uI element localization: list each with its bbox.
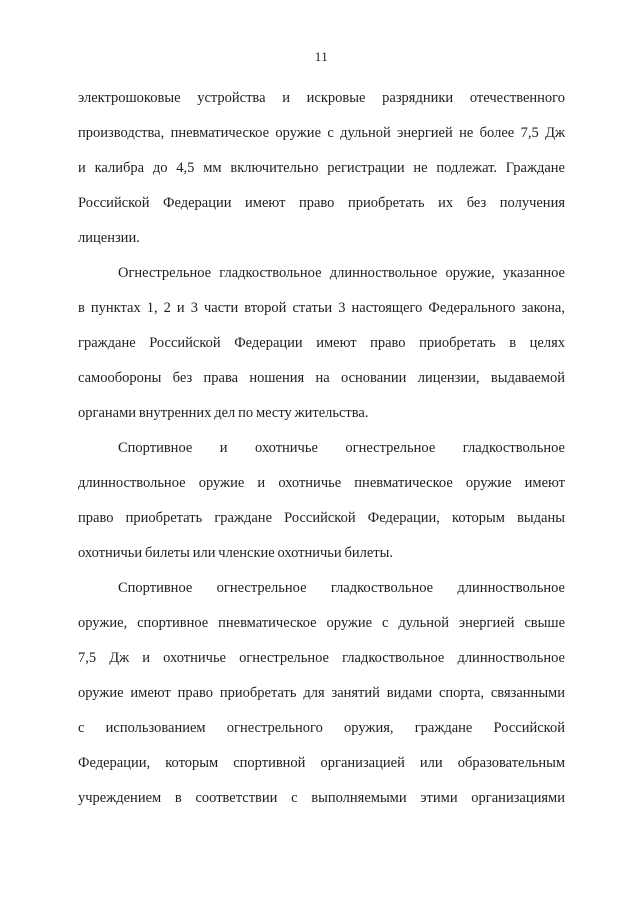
text-line: самообороны без права ношения на основании лицензии, выдаваемой — [78, 370, 565, 386]
text-line: производства, пневматическое оружие с дульной энергией не более 7,5 Дж — [78, 125, 565, 141]
page-number: 11 — [314, 49, 329, 64]
text-line: длинноствольное оружие и охотничье пневматическое оружие имеют — [78, 475, 565, 491]
paragraph — [78, 571, 565, 816]
text-line: в пунктах 1, 2 и 3 части второй статьи 3 настоящего Федерального закона, — [78, 300, 565, 316]
text-line: с использованием огнестрельного оружия, граждане Российской — [78, 720, 565, 736]
text-line: учреждением в соответствии с выполняемыми этими организациями — [78, 790, 565, 806]
text-line: лицензии. — [78, 230, 140, 246]
text-line: Федерации, которым спортивной организацией или образовательным — [78, 755, 565, 771]
paragraph — [78, 81, 565, 256]
text-line: оружие, спортивное пневматическое оружие с дульной энергией свыше — [78, 615, 565, 631]
paragraph — [78, 256, 565, 431]
paragraph — [78, 431, 565, 571]
text-line: Российской Федерации имеют право приобретать их без получения — [78, 195, 565, 211]
document-body — [78, 81, 565, 816]
text-line: право приобретать граждане Российской Федерации, которым выданы — [78, 510, 565, 526]
text-line: Спортивное и охотничье огнестрельное гладкоствольное — [118, 440, 565, 456]
text-line: граждане Российской Федерации имеют право приобретать в целях — [78, 335, 565, 351]
text-line: Огнестрельное гладкоствольное длинноствольное оружие, указанное — [118, 265, 565, 281]
text-line: оружие имеют право приобретать для занятий видами спорта, связанными — [78, 685, 565, 701]
text-line: 7,5 Дж и охотничье огнестрельное гладкоствольное длинноствольное — [78, 650, 565, 666]
text-line: охотничьи билеты или членские охотничьи билеты. — [78, 545, 394, 561]
text-line: и калибра до 4,5 мм включительно регистрации не подлежат. Граждане — [78, 160, 565, 176]
text-line: Спортивное огнестрельное гладкоствольное длинноствольное — [118, 580, 565, 596]
text-line: электрошоковые устройства и искровые разрядники отечественного — [78, 90, 565, 106]
text-line: органами внутренних дел по месту жительства. — [78, 405, 369, 421]
